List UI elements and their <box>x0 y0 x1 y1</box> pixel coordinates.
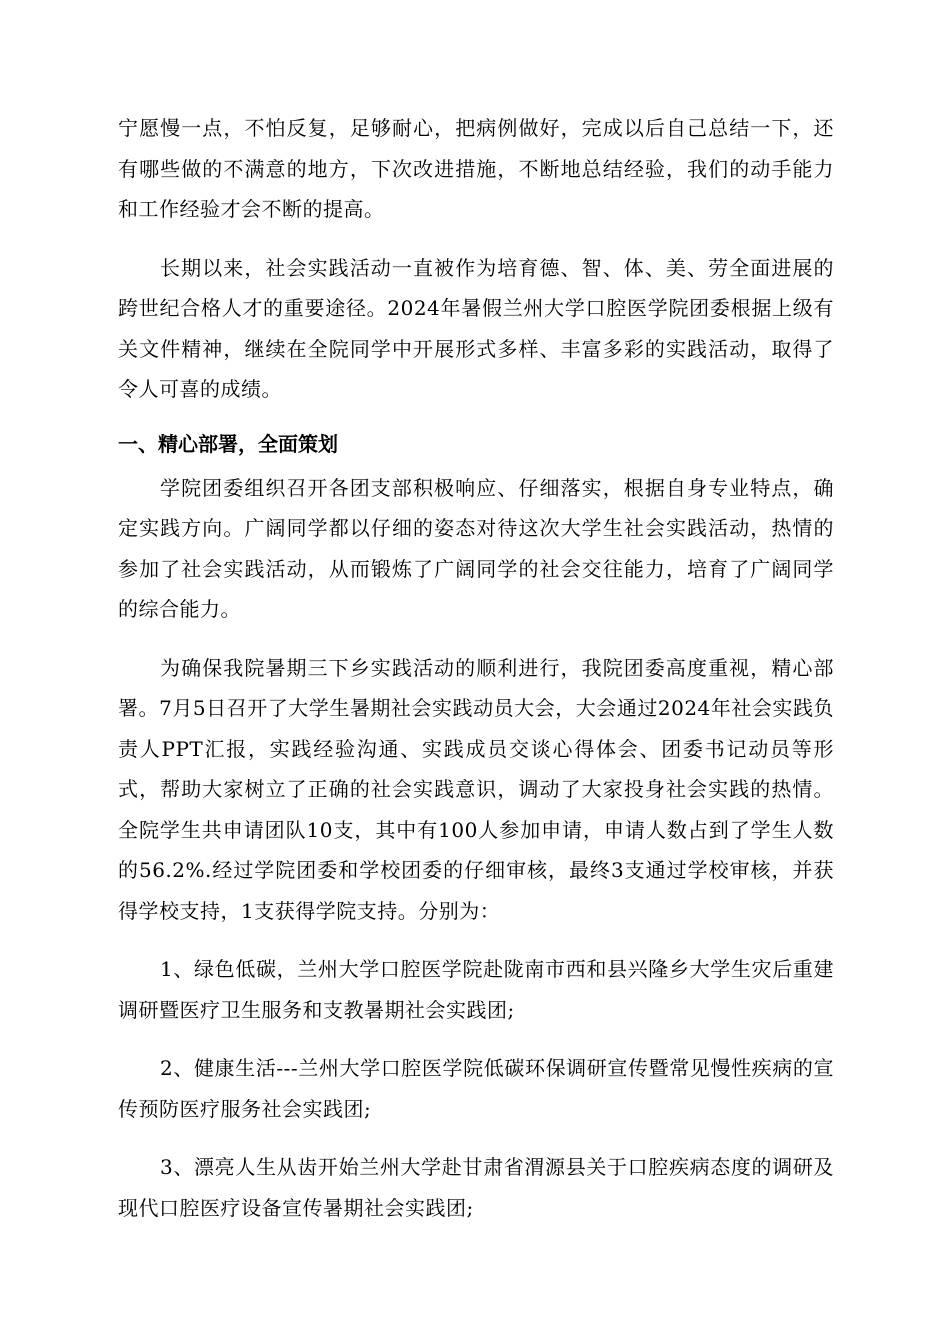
paragraph-planning-text: 学院团委组织召开各团支部积极响应、仔细落实，根据自身专业特点，确定实践方向。广阔同学都以仔细的姿态对待这次大学生社会实践活动，热情的参加了社会实践活动，从而锻炼了广阔同学的社会交往能力，培育了广阔同学的综合能力。 <box>118 475 834 621</box>
list-item: 3、漂亮人生从齿开始兰州大学赴甘肃省渭源县关于口腔疾病态度的调研及现代口腔医疗设备宣传暑期社会实践团; <box>118 1155 834 1220</box>
document-page <box>118 108 834 1228</box>
list-item: 2、健康生活---兰州大学口腔医学院低碳环保调研宣传暨常见慢性疾病的宣传预防医疗服务社会实践团; <box>118 1056 834 1121</box>
paragraph-intro-text: 长期以来，社会实践活动一直被作为培育德、智、体、美、劳全面进展的跨世纪合格人才的重要途径。2024年暑假兰州大学口腔医学院团委根据上级有关文件精神，继续在全院同学中开展形式多样、丰富多彩的实践活动，取得了令人可喜的成绩。 <box>118 255 834 401</box>
paragraph-conclusion-text: 宁愿慢一点，不怕反复，足够耐心，把病例做好，完成以后自己总结一下，还有哪些做的不满意的地方，下次改进措施，不断地总结经验，我们的动手能力和工作经验才会不断的提高。 <box>118 116 834 221</box>
list-item: 1、绿色低碳，兰州大学口腔医学院赴陇南市西和县兴隆乡大学生灾后重建调研暨医疗卫生服务和支教暑期社会实践团; <box>118 957 834 1022</box>
paragraph-deployment-text: 为确保我院暑期三下乡实践活动的顺利进行，我院团委高度重视，精心部署。7月5日召开了大学生暑期社会实践动员大会，大会通过2024年社会实践负责人PPT汇报，实践经验沟通、实践成员交谈心得体会、团委书记动员等形式，帮助大家树立了正确的社会实践意识，调动了大家投身社会实践的热情。全院学生共申请团队10支，其中有100人参加申请，申请人数占到了学生人数的56.2%.经过学院团委和学校团委的仔细审核，最终3支通过学校审核，并获得学校支持，1支获得学院支持。分别为： <box>118 655 834 923</box>
section-heading: 一、精心部署，全面策划 <box>118 431 338 456</box>
